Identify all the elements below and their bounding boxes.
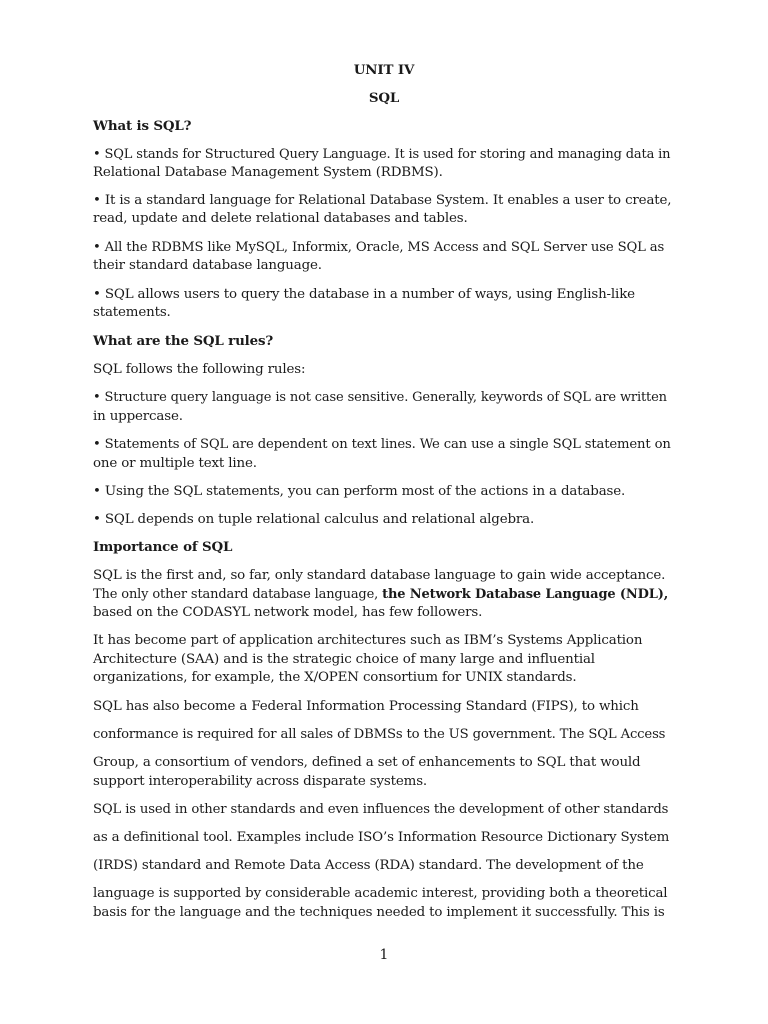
paragraph-line: • SQL allows users to query the database in a number of ways, using English-like	[93, 287, 635, 302]
page-number: 1	[379, 947, 389, 963]
subject-title: SQL	[368, 90, 400, 106]
paragraph-line: basis for the language and the techniques needed to implement it successfully. This is	[93, 905, 665, 920]
paragraph-line: It has become part of application architectures such as IBM’s Systems Application	[93, 633, 643, 648]
paragraph-line: • Using the SQL statements, you can perform most of the actions in a database.	[93, 484, 626, 499]
section-heading-sql-rules: What are the SQL rules?	[93, 333, 274, 349]
paragraph-line: • All the RDBMS like MySQL, Informix, Oracle, MS Access and SQL Server use SQL as	[93, 240, 665, 255]
ndl-emphasis: the Network Database Language (NDL),	[382, 587, 669, 602]
paragraph-line: • It is a standard language for Relational Database System. It enables a user to create,	[93, 193, 672, 208]
paragraph-line: SQL has also become a Federal Information Processing Standard (FIPS), to which	[93, 699, 639, 714]
paragraph-line: SQL follows the following rules:	[93, 362, 306, 377]
paragraph-line: based on the CODASYL network model, has few followers.	[93, 605, 483, 620]
paragraph-text: The only other standard database language,	[93, 587, 383, 602]
paragraph-line: read, update and delete relational databases and tables.	[93, 211, 468, 226]
paragraph-line: conformance is required for all sales of DBMSs to the US government. The SQL Access	[93, 727, 666, 742]
paragraph-line: language is supported by considerable academic interest, providing both a theoretical	[93, 886, 668, 901]
unit-title: UNIT IV	[353, 62, 415, 78]
paragraph-line: • SQL depends on tuple relational calculus and relational algebra.	[93, 512, 535, 527]
paragraph-line: support interoperability across disparate systems.	[93, 774, 428, 789]
paragraph-line: as a definitional tool. Examples include ISO’s Information Resource Dictionary System	[93, 830, 670, 845]
paragraph-line: Relational Database Management System (RDBMS).	[93, 165, 443, 180]
section-heading-importance: Importance of SQL	[93, 539, 233, 555]
paragraph-line: in uppercase.	[93, 409, 183, 424]
paragraph-line: Group, a consortium of vendors, defined a set of enhancements to SQL that would	[93, 755, 641, 770]
paragraph-line: • Structure query language is not case sensitive. Generally, keywords of SQL are written	[93, 390, 667, 405]
paragraph-line: (IRDS) standard and Remote Data Access (RDA) standard. The development of the	[93, 858, 644, 873]
paragraph-line: SQL is used in other standards and even influences the development of other standards	[93, 802, 669, 817]
paragraph-line: • SQL stands for Structured Query Language. It is used for storing and managing data in	[93, 147, 671, 162]
paragraph-line: one or multiple text line.	[93, 456, 257, 471]
paragraph-line: • Statements of SQL are dependent on text lines. We can use a single SQL statement on	[93, 437, 671, 452]
paragraph-line: statements.	[93, 305, 171, 320]
paragraph-line: their standard database language.	[93, 258, 322, 273]
paragraph-line: Architecture (SAA) and is the strategic choice of many large and influential	[93, 652, 595, 667]
paragraph-line: organizations, for example, the X/OPEN consortium for UNIX standards.	[93, 670, 577, 685]
paragraph-line-mixed	[93, 585, 668, 604]
paragraph-line: SQL is the first and, so far, only standard database language to gain wide acceptance.	[93, 568, 666, 583]
section-heading-what-is-sql: What is SQL?	[93, 118, 192, 134]
